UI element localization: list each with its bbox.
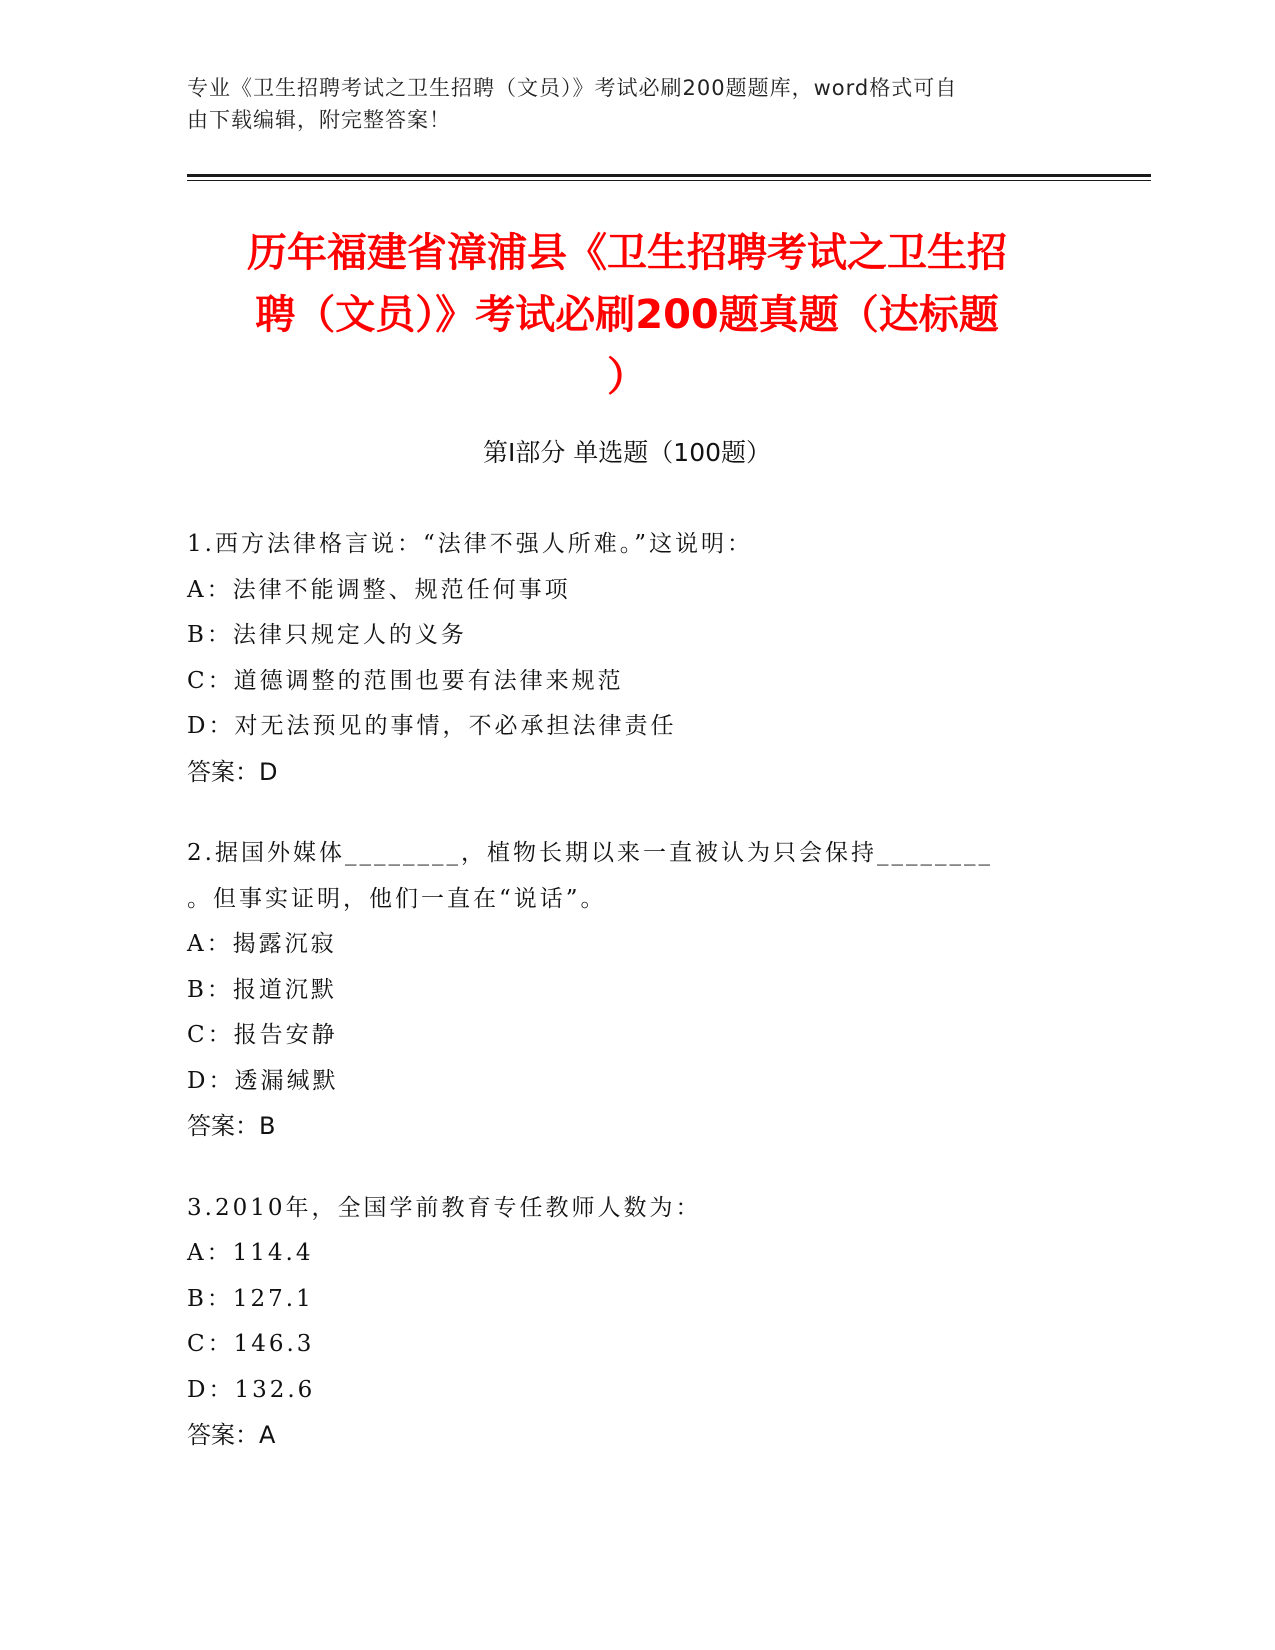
answer: 答案：D — [187, 757, 278, 786]
option-c: C：146.3 — [187, 1331, 315, 1357]
question-2 — [187, 831, 1067, 1150]
question-list — [187, 522, 1067, 1495]
option-d: D：132.6 — [187, 1376, 316, 1403]
option-c: C：道德调整的范围也要有法律来规范 — [187, 667, 624, 694]
option-a: A：揭露沉寂 — [187, 931, 337, 957]
header-note — [187, 72, 1067, 136]
header-note-line-2: 由下载编辑，附完整答案！ — [187, 108, 451, 132]
question-stem-continued: 。但事实证明，他们一直在“说话”。 — [187, 885, 607, 912]
answer: 答案：A — [187, 1421, 276, 1449]
option-d: D：透漏缄默 — [187, 1067, 339, 1094]
title-line-1: 历年福建省漳浦县《卫生招聘考试之卫生招 — [247, 230, 1007, 276]
answer: 答案：B — [187, 1112, 276, 1140]
title-line-2: 聘（文员）》考试必刷200题真题（达标题 — [255, 292, 999, 338]
option-a: A：法律不能调整、规范任何事项 — [187, 576, 571, 603]
title-line-3: ） — [607, 354, 647, 400]
option-c: C：报告安静 — [187, 1022, 338, 1048]
header-divider-thin — [187, 180, 1151, 181]
question-1 — [187, 522, 1067, 795]
document-title — [187, 222, 1067, 408]
option-b: B：报道沉默 — [187, 976, 337, 1003]
header-note-line-1: 专业《卫生招聘考试之卫生招聘（文员）》考试必刷200题题库，word格式可自 — [187, 76, 958, 100]
question-stem: 3.2010年，全国学前教育专任教师人数为： — [187, 1194, 702, 1221]
option-a: A：114.4 — [187, 1240, 314, 1266]
section-heading: 第Ⅰ部分 单选题（100题） — [482, 438, 772, 467]
option-b: B：127.1 — [187, 1285, 314, 1312]
question-stem: 1.西方法律格言说：“法律不强人所难。”这说明： — [187, 531, 753, 557]
question-3 — [187, 1186, 1067, 1459]
option-b: B：法律只规定人的义务 — [187, 622, 467, 648]
header-divider-thick — [187, 174, 1151, 177]
option-d: D：对无法预见的事情，不必承担法律责任 — [187, 713, 677, 739]
question-stem: 2.据国外媒体________，植物长期以来一直被认为只会保持________ — [187, 840, 993, 866]
